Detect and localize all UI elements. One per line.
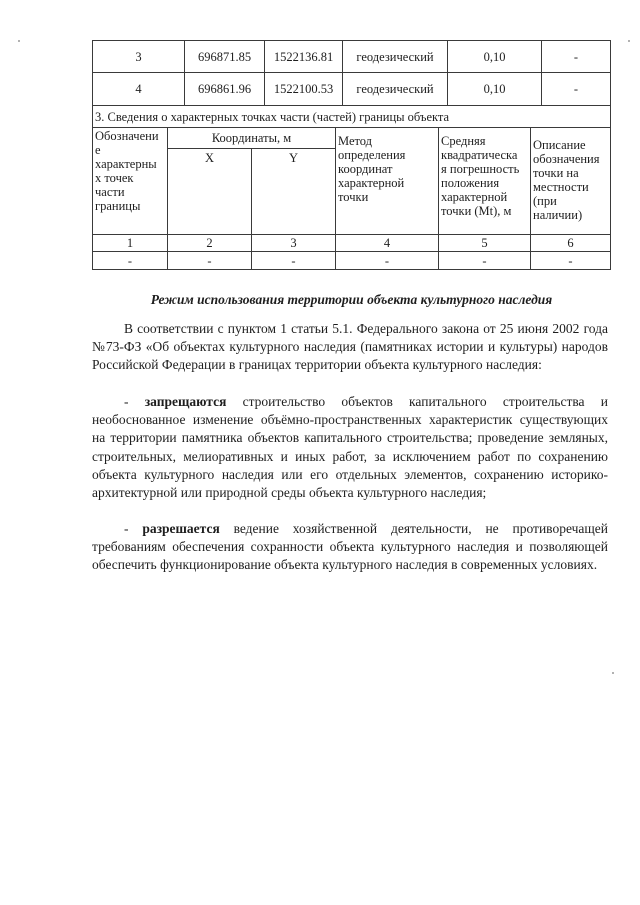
header-y: Y bbox=[251, 148, 335, 234]
column-number: 3 bbox=[251, 234, 335, 251]
allowed-paragraph bbox=[92, 520, 608, 575]
header-x: X bbox=[167, 148, 251, 234]
header-description: Описание обозначения точки на местности (при наличии) bbox=[530, 127, 611, 234]
scan-speck bbox=[628, 40, 630, 42]
data-cell: - bbox=[530, 251, 611, 269]
table-row bbox=[92, 40, 611, 72]
regime-heading: Режим использования территории объекта культурного наследия bbox=[150, 292, 553, 307]
point-x: 696871.85 bbox=[184, 40, 264, 72]
point-y: 1522136.81 bbox=[264, 40, 342, 72]
column-number: 1 bbox=[92, 234, 167, 251]
header-precision: Средняя квадратическа я погрешность положения характерной точки (Mt), м bbox=[438, 127, 530, 234]
point-method: геодезический bbox=[342, 72, 447, 105]
allowed-keyword: разрешается bbox=[142, 521, 220, 536]
point-y: 1522100.53 bbox=[264, 72, 342, 105]
table-row bbox=[92, 72, 611, 105]
point-description: - bbox=[541, 40, 611, 72]
prohibited-prefix: - bbox=[124, 394, 145, 409]
point-description: - bbox=[541, 72, 611, 105]
allowed-prefix: - bbox=[124, 521, 143, 536]
prohibited-text: строительство объектов капитального строительства и необоснованное изменение объёмно-пространственных характеристик существующих на территории памятника объектов капитального строительства; проведение земляных, строительных, мелиоративных и иных работ, за исключением работ по сохранению объекта культурного наследия или его отдельных элементов, сохранению историко-архитектурной или природной среды объекта культурного наследия; bbox=[92, 394, 608, 501]
data-cell: - bbox=[438, 251, 530, 269]
data-cell: - bbox=[335, 251, 438, 269]
point-precision: 0,10 bbox=[447, 40, 541, 72]
column-numbers-row bbox=[92, 234, 611, 251]
section-title-row bbox=[92, 105, 611, 127]
prohibited-keyword: запрещаются bbox=[144, 394, 227, 409]
prohibited-paragraph bbox=[92, 393, 608, 502]
column-number: 4 bbox=[335, 234, 438, 251]
data-cell: - bbox=[251, 251, 335, 269]
point-method: геодезический bbox=[342, 40, 447, 72]
section-3-header bbox=[92, 127, 611, 234]
column-number: 6 bbox=[530, 234, 611, 251]
header-coordinates: Координаты, м bbox=[167, 127, 335, 148]
scan-speck bbox=[18, 40, 20, 42]
table-bottom-border bbox=[92, 269, 611, 270]
data-cell: - bbox=[92, 251, 167, 269]
header-method: Метод определения координат характерной точки bbox=[335, 127, 438, 234]
column-number: 5 bbox=[438, 234, 530, 251]
point-x: 696861.96 bbox=[184, 72, 264, 105]
column-number: 2 bbox=[167, 234, 251, 251]
data-cell: - bbox=[167, 251, 251, 269]
section-3-title: 3. Сведения о характерных точках части (частей) границы объекта bbox=[92, 105, 611, 127]
point-number: 3 bbox=[92, 40, 184, 72]
header-designation: Обозначени е характерны х точек части границы bbox=[92, 127, 167, 234]
point-precision: 0,10 bbox=[447, 72, 541, 105]
point-number: 4 bbox=[92, 72, 184, 105]
table-row bbox=[92, 251, 611, 269]
scan-speck bbox=[612, 672, 614, 674]
intro-paragraph: В соответствии с пунктом 1 статьи 5.1. Федерального закона от 25 июня 2002 года №73-ФЗ «Об объектах культурного наследия (памятниках истории и культуры) народов Российской Федерации в границах территории объекта культурного наследия: bbox=[92, 321, 608, 373]
allowed-text: ведение хозяйственной деятельности, не противоречащей требованиям обеспечения сохранности объекта культурного наследия и позволяющей обеспечить функционирование объекта культурного наследия в современных условиях. bbox=[92, 521, 608, 573]
